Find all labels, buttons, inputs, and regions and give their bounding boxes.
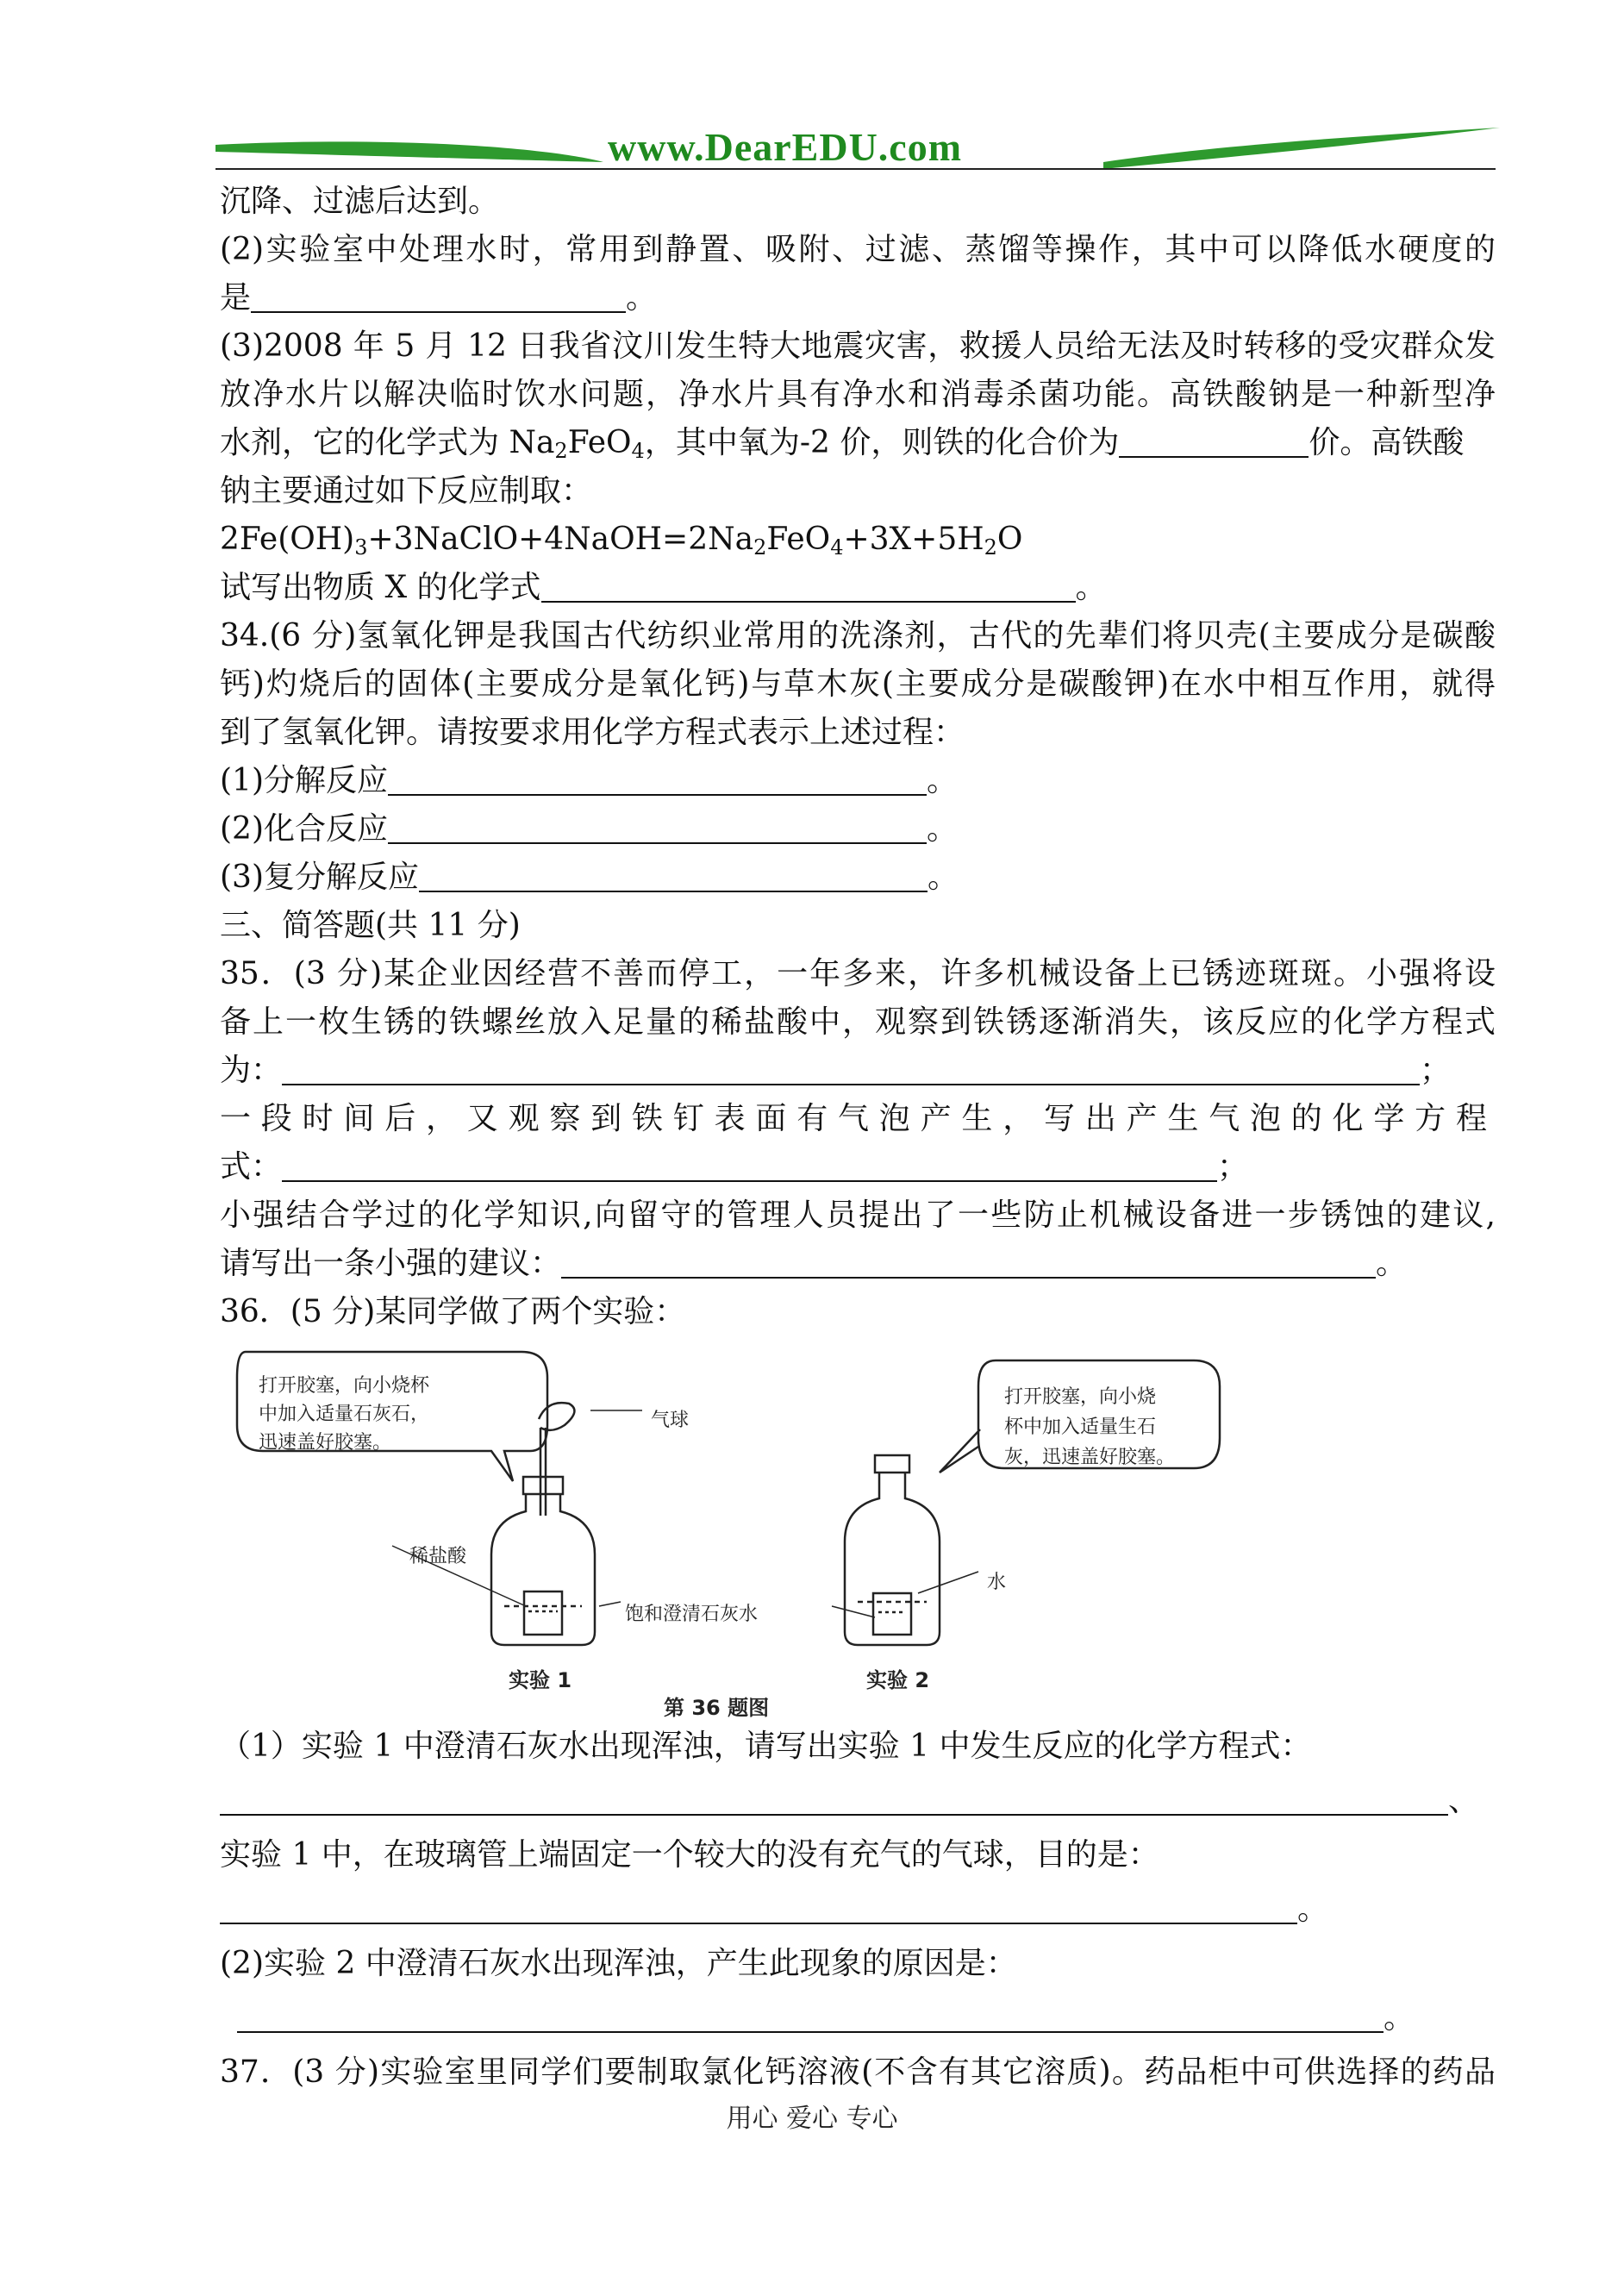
header-site-url: www.DearEDU.com xyxy=(608,125,963,169)
header-rule xyxy=(215,168,1496,170)
text-line xyxy=(220,854,1496,902)
text-line: 备上一枚生锈的铁螺丝放入足量的稀盐酸中，观察到铁锈逐渐消失，该反应的化学方程式 xyxy=(220,1004,1496,1040)
acid-label: 稀盐酸 xyxy=(409,1546,467,1567)
answer-blank[interactable] xyxy=(237,1997,1384,2033)
bubble2-line2: 杯中加入适量生石 xyxy=(1004,1416,1157,1438)
text-line: (3)2008 年 5 月 12 日我省汶川发生特大地震灾害，救援人员给无法及时转移的受灾群众发 xyxy=(220,328,1496,364)
limewater-label: 饱和澄清石灰水 xyxy=(625,1604,759,1625)
text-line: 35．(3 分)某企业因经营不善而停工，一年多来，许多机械设备上已锈迹斑斑。小强将设 xyxy=(220,956,1496,991)
answer-blank[interactable] xyxy=(251,277,626,313)
inline-text: 试写出物质 X 的化学式 xyxy=(220,570,541,605)
inline-text: 。 xyxy=(1297,1892,1329,1927)
exp2-label: 实验 2 xyxy=(866,1668,930,1692)
inline-text: 请写出一条小强的建议： xyxy=(220,1246,562,1281)
text-line: 一段时间后，又观察到铁钉表面有气泡产生，写出产生气泡的化学方程 xyxy=(220,1101,1496,1136)
subscript: 2 xyxy=(554,439,568,463)
inline-text: 。 xyxy=(1075,570,1107,605)
inline-text: ； xyxy=(1420,1053,1452,1088)
text-line: 钙)灼烧后的固体(主要成分是氧化钙)与草木灰(主要成分是碳酸钾)在水中相互作用，就得 xyxy=(220,666,1496,702)
inline-text: +3NaClO+4NaOH=2Na xyxy=(367,522,754,557)
inline-text: 价。高铁酸 xyxy=(1309,425,1465,460)
text-line: 36．(5 分)某同学做了两个实验： xyxy=(220,1294,686,1329)
text-line: 沉降、过滤后达到。 xyxy=(220,184,500,219)
text-line: (2)实验室中处理水时，常用到静置、吸附、过滤、蒸馏等操作，其中可以降低水硬度的 xyxy=(220,232,1496,267)
text-line: 34.(6 分)氢氧化钾是我国古代纺织业常用的洗涤剂，古代的先辈们将贝壳(主要成分是碳酸 xyxy=(220,618,1496,653)
answer-blank[interactable] xyxy=(220,1888,1297,1924)
inline-text: ，其中氧为-2 价，则铁的化合价为 xyxy=(644,425,1120,460)
inline-text: 。 xyxy=(1384,2000,1415,2035)
text-line: 37．(3 分)实验室里同学们要制取氯化钙溶液(不含有其它溶质)。药品柜中可供选择的药品 xyxy=(220,2054,1496,2090)
inline-text: (1)分解反应 xyxy=(220,763,388,798)
bubble2-line1: 打开胶塞，向小烧 xyxy=(1004,1386,1157,1408)
bubble2-line3: 灰，迅速盖好胶塞。 xyxy=(1004,1447,1176,1468)
answer-blank[interactable] xyxy=(1119,422,1309,458)
inline-text: ； xyxy=(1217,1149,1249,1185)
text-line xyxy=(220,757,1496,805)
inline-text: 。 xyxy=(927,763,959,798)
water-label: 水 xyxy=(987,1572,1007,1593)
text-line xyxy=(220,1879,1496,1940)
inline-text: 是 xyxy=(220,280,252,316)
subscript: 2 xyxy=(753,535,767,560)
text-line xyxy=(220,419,1496,467)
page-header xyxy=(215,121,1500,181)
balloon-label: 气球 xyxy=(651,1410,690,1431)
bubble1-line3: 迅速盖好胶塞。 xyxy=(259,1432,392,1454)
inline-text: FeO xyxy=(766,522,831,557)
text-line: 小强结合学过的化学知识,向留守的管理人员提出了一些防止机械设备进一步锈蚀的建议, xyxy=(220,1198,1496,1233)
answer-blank[interactable] xyxy=(541,566,1076,603)
answer-blank[interactable] xyxy=(388,760,927,796)
text-line: 到了氢氧化钾。请按要求用化学方程式表示上述过程： xyxy=(220,715,965,750)
text-line xyxy=(220,1240,1496,1288)
inline-text: 。 xyxy=(626,280,658,316)
document-body xyxy=(220,178,1496,2097)
bubble1-line1: 打开胶塞，向小烧杯 xyxy=(259,1375,430,1397)
inline-text: 。 xyxy=(927,811,959,847)
exp1-label: 实验 1 xyxy=(509,1668,572,1692)
text-line xyxy=(220,564,1496,612)
page-footer: 用心 爱心 专心 xyxy=(726,2104,898,2134)
answer-blank[interactable] xyxy=(388,808,927,844)
inline-text: (3)复分解反应 xyxy=(220,860,419,895)
subscript: 3 xyxy=(354,535,368,560)
inline-text: 水剂，它的化学式为 Na xyxy=(220,425,555,460)
subscript: 4 xyxy=(830,535,844,560)
text-line xyxy=(220,1143,1496,1191)
text-line: 放净水片以解决临时饮水问题，净水片具有净水和消毒杀菌功能。高铁酸钠是一种新型净 xyxy=(220,377,1496,412)
answer-blank[interactable] xyxy=(220,1779,1448,1816)
answer-blank[interactable] xyxy=(282,1049,1420,1085)
inline-text: 。 xyxy=(1376,1246,1408,1281)
section-heading: 三、简答题(共 11 分) xyxy=(220,908,521,943)
text-line: （1）实验 1 中澄清石灰水出现浑浊，请写出实验 1 中发生反应的化学方程式： xyxy=(220,1729,1312,1764)
bubble1-line2: 中加入适量石灰石， xyxy=(259,1404,430,1425)
subscript: 2 xyxy=(984,535,997,560)
experiment-figure xyxy=(220,1343,1496,1723)
text-line: 钠主要通过如下反应制取： xyxy=(220,473,593,509)
equation-line xyxy=(220,516,1496,564)
balloon-outline xyxy=(539,1403,574,1430)
inline-text: FeO xyxy=(567,425,632,460)
text-line xyxy=(220,274,1496,322)
inline-text: 式： xyxy=(220,1149,283,1185)
text-line: 实验 1 中，在玻璃管上端固定一个较大的没有充气的气球，目的是： xyxy=(220,1837,1159,1873)
inline-text: 。 xyxy=(928,860,959,895)
inline-text: (2)化合反应 xyxy=(220,811,388,847)
answer-blank[interactable] xyxy=(561,1242,1376,1279)
text-line xyxy=(220,1771,1496,1831)
text-line: (2)实验 2 中澄清石灰水出现浑浊，产生此现象的原因是： xyxy=(220,1946,1017,1981)
inline-text: O xyxy=(996,522,1023,557)
text-line xyxy=(220,1988,1496,2048)
inline-text: 为： xyxy=(220,1053,283,1088)
inline-text: 、 xyxy=(1448,1783,1480,1818)
answer-blank[interactable] xyxy=(282,1146,1217,1182)
inline-text: 2Fe(OH) xyxy=(220,522,355,557)
answer-blank[interactable] xyxy=(419,856,928,892)
text-line xyxy=(220,1047,1496,1095)
inline-text: +3X+5H xyxy=(843,522,984,557)
figure-caption: 第 36 题图 xyxy=(664,1696,770,1720)
text-line xyxy=(220,805,1496,854)
subscript: 4 xyxy=(631,439,645,463)
